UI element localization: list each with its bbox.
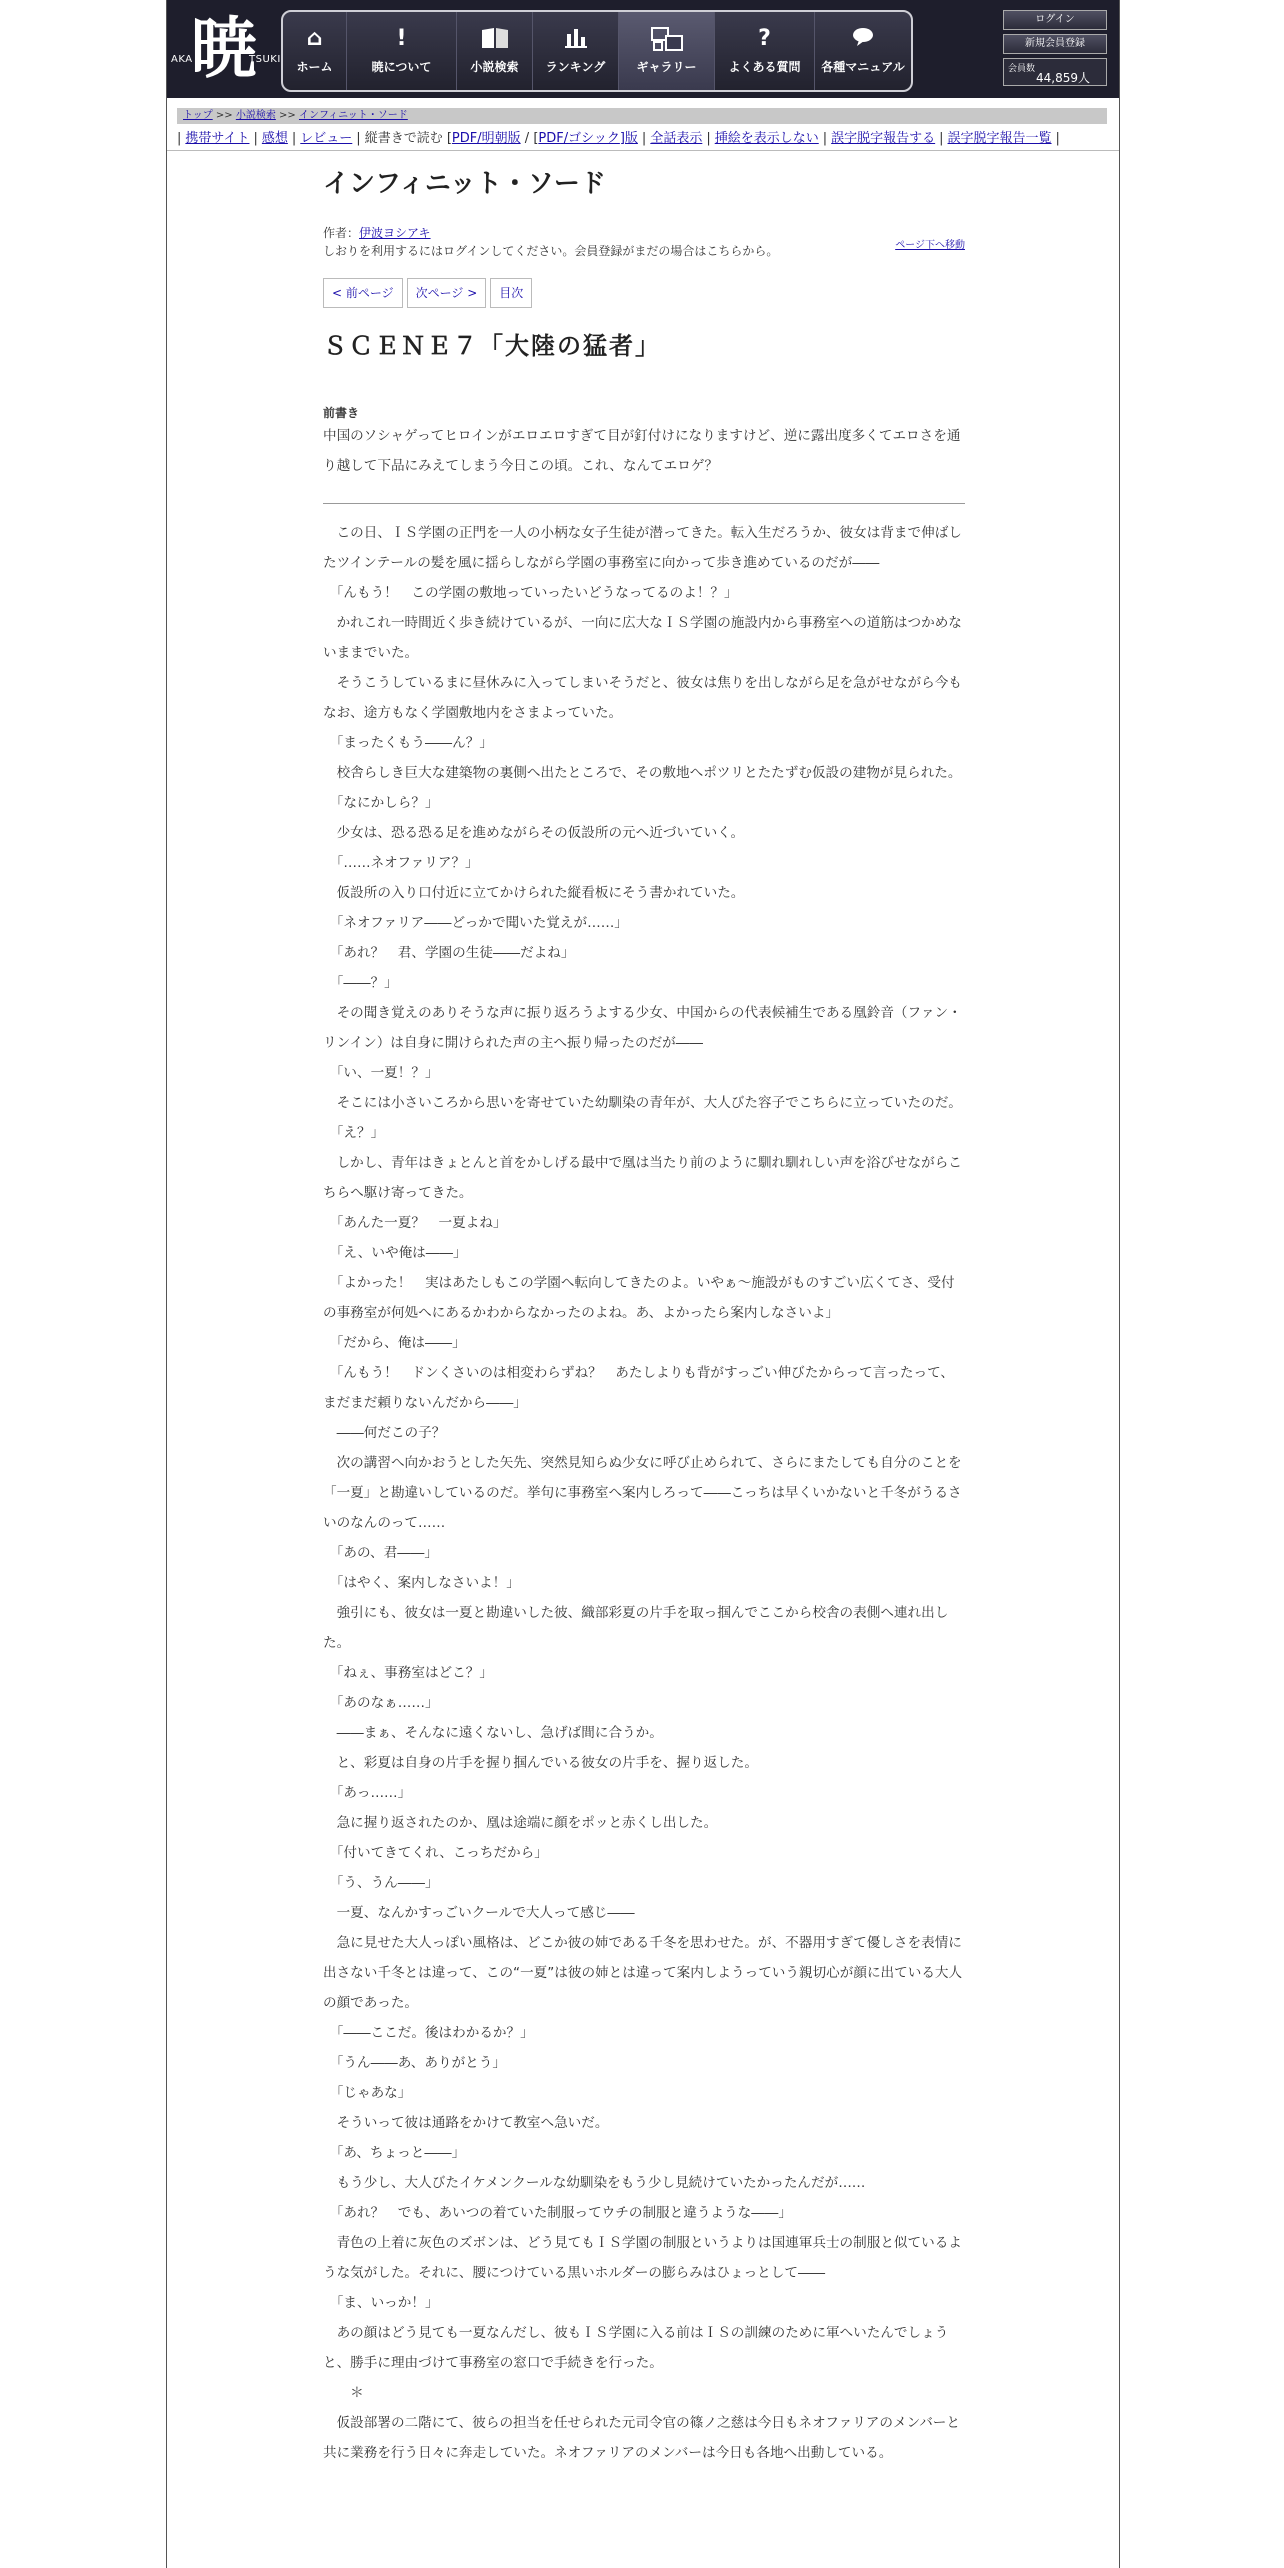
register-button[interactable]: 新規会員登録 bbox=[1003, 34, 1107, 54]
chapter-body bbox=[323, 518, 965, 2468]
breadcrumb-sep: >> bbox=[215, 110, 233, 121]
body-paragraph: 校舎らしき巨大な建築物の裏側へ出たところで、その敷地へポツリとたたずむ仮設の建物が見られた。 bbox=[323, 765, 962, 781]
nav-about-label: 暁について bbox=[371, 60, 432, 74]
nav-gallery[interactable] bbox=[619, 12, 715, 90]
body-paragraph: 「よかった！ 実はあたしもこの学園へ転向してきたのよ。いやぁ～施設がものすごい広くてさ、受付の事務室が何処へにあるかわからなかったのよね。あ、よかったら案内しなさいよ」 bbox=[323, 1275, 955, 1321]
foreword-divider bbox=[323, 503, 965, 504]
novel-title: インフィニット・ソード bbox=[323, 169, 606, 199]
impressions-link[interactable]: 感想 bbox=[261, 131, 288, 146]
member-count-label: 会員数 bbox=[1008, 64, 1036, 74]
body-paragraph: 「付いてきてくれ、こっちだから」 bbox=[323, 1845, 548, 1861]
menu-divider bbox=[167, 150, 1119, 151]
body-paragraph: そうこうしているまに昼休みに入ってしまいそうだと、彼女は焦りを出しながら足を急がせながら今もなお、途方もなく学園敷地内をさまよっていた。 bbox=[323, 675, 962, 721]
body-paragraph: 「じゃあな」 bbox=[323, 2085, 412, 2101]
exclamation-icon: ! bbox=[396, 26, 407, 51]
author-label: 作者： bbox=[323, 226, 360, 240]
nav-home-label: ホーム bbox=[296, 60, 333, 74]
book-icon bbox=[480, 26, 510, 54]
body-paragraph: 「あの、君――」 bbox=[323, 1545, 438, 1561]
body-paragraph: 「まったくもう――ん？」 bbox=[323, 735, 493, 751]
breadcrumb-sep: >> bbox=[279, 110, 296, 121]
nav-manual[interactable] bbox=[815, 12, 911, 90]
body-paragraph: 青色の上着に灰色のズボンは、どう見てもＩＳ学園の制服というよりは国連軍兵士の制服と似ているような気がした。それに、腰につけている黒いホルダーの膨らみはひょっとして―― bbox=[323, 2235, 962, 2281]
body-paragraph: ――まぁ、そんなに遠くないし、急げば間に合うか。 bbox=[323, 1725, 663, 1741]
nav-manual-label: 各種マニュアル bbox=[821, 60, 905, 74]
review-link[interactable]: レビュー bbox=[300, 131, 353, 146]
body-paragraph: 「ま、いっか！」 bbox=[323, 2295, 439, 2311]
nav-home[interactable] bbox=[283, 12, 347, 90]
body-paragraph: 「え、いや俺は――」 bbox=[323, 1245, 467, 1261]
main-nav bbox=[281, 10, 913, 92]
nav-faq-label: よくある質問 bbox=[728, 60, 801, 74]
nav-about[interactable] bbox=[347, 12, 457, 90]
mobile-site-link[interactable]: 携帯サイト bbox=[185, 131, 250, 146]
nav-gallery-label: ギャラリー bbox=[636, 60, 697, 74]
logo-text-left: AKA bbox=[171, 54, 193, 65]
body-paragraph: 「あのなぁ……」 bbox=[323, 1695, 439, 1711]
bar-chart-icon bbox=[564, 26, 588, 54]
body-paragraph: 「あんた一夏？ 一夏よね」 bbox=[323, 1215, 507, 1231]
body-paragraph: ＊ bbox=[323, 2385, 364, 2401]
body-paragraph: しかし、青年はきょとんと首をかしげる最中で凰は当たり前のように馴れ馴れしい声を浴びせながらこちらへ駆け寄ってきた。 bbox=[323, 1155, 962, 1201]
member-count-value: 44,859人 bbox=[1036, 71, 1090, 85]
body-paragraph: 「んもう！ ドンくさいのは相変わらずね？ あたしよりも背がすっごい伸びたからって言ったって、まだまだ頼りないんだから――」 bbox=[323, 1365, 955, 1411]
account-panel bbox=[1003, 10, 1109, 86]
body-paragraph: 「う、うん――」 bbox=[323, 1875, 439, 1891]
next-page-button[interactable]: 次ページ > bbox=[407, 278, 487, 308]
question-icon: ? bbox=[758, 26, 771, 51]
body-paragraph: その聞き覚えのありそうな声に振り返ろうよする少女、中国からの代表候補生である凰鈴音（ファン・リンイン）は自身に開けられた声の主へ振り帰ったのだが―― bbox=[323, 1005, 962, 1051]
typo-list-link[interactable]: 誤字脱字報告一覧 bbox=[947, 131, 1052, 146]
body-paragraph: 「……ネオファリア？」 bbox=[323, 855, 479, 871]
body-paragraph: あの顔はどう見ても一夏なんだし、彼もＩＳ学園に入る前はＩＳの訓練のために軍へいたんでしょうと、勝手に理由づけて事務室の窓口で手続きを行った。 bbox=[323, 2325, 949, 2371]
body-paragraph: この日、ＩＳ学園の正門を一人の小柄な女子生徒が潜ってきた。転入生だろうか、彼女は背まで伸ばしたツインテールの髪を風に揺らしながら学園の事務室に向かって歩き進めているのだが―― bbox=[323, 525, 962, 571]
body-paragraph: 次の講習へ向かおうとした矢先、突然見知らぬ少女に呼び止められて、さらにまたしても自分のことを「一夏」と勘違いしているのだ。挙句に事務室へ案内しろって――こっちは早くいかないと千冬がうるさいのなんのって…… bbox=[323, 1455, 962, 1531]
body-paragraph: 仮設部署の二階にて、彼らの担当を任せられた元司令官の篠ノ之慈は今日もネオファリアのメンバーと共に業務を行う日々に奔走していた。ネオファリアのメンバーは今日も各地へ出動している。 bbox=[323, 2415, 960, 2461]
body-paragraph: 急に見せた大人っぽい風格は、どこか彼の姉である千冬を思わせた。が、不器用すぎて優しさを表情に出さない千冬とは違って、この“一夏”は彼の姉とは違って案内しようっていう親切心が顔に出ている大人の顔であった。 bbox=[323, 1935, 963, 2011]
hide-illustrations-link[interactable]: 挿絵を表示しない bbox=[714, 131, 819, 146]
foreword-text: 中国のソシャゲってヒロインがエロエロすぎて目が釘付けになりますけど、逆に露出度多くてエロさを通り越して下品にみえてしまう今日この頃。これ、なんてエロゲ？ bbox=[323, 428, 961, 474]
body-paragraph: 「――ここだ。後はわかるか？」 bbox=[323, 2025, 534, 2041]
body-paragraph: 「ねぇ、事務室はどこ？」 bbox=[323, 1665, 493, 1681]
site-header bbox=[167, 0, 1119, 98]
toc-button[interactable]: 目次 bbox=[490, 278, 532, 308]
body-paragraph: 「んもう！ この学園の敷地っていったいどうなってるのよ！？」 bbox=[323, 585, 738, 601]
body-paragraph: 「――？」 bbox=[323, 975, 398, 991]
logo-text-right: TSUKI bbox=[249, 54, 281, 65]
body-paragraph: 「ネオファリア――どっかで聞いた覚えが……」 bbox=[323, 915, 628, 931]
body-paragraph: 急に握り返されたのか、凰は途端に顔をポッと赤くし出した。 bbox=[323, 1815, 718, 1831]
all-episodes-link[interactable]: 全話表示 bbox=[650, 131, 703, 146]
novel-content bbox=[323, 160, 965, 2468]
body-paragraph: そういって彼は通路をかけて教室へ急いだ。 bbox=[323, 2115, 609, 2131]
author-link[interactable]: 伊波ヨシアキ bbox=[359, 226, 431, 240]
gallery-icon bbox=[650, 26, 684, 54]
page-navigation bbox=[323, 278, 965, 308]
nav-ranking-label: ランキング bbox=[545, 60, 606, 74]
body-paragraph: 「あれ？ 君、学園の生徒――だよね」 bbox=[323, 945, 575, 961]
body-paragraph: と、彩夏は自身の片手を握り掴んでいる彼女の片手を、握り返した。 bbox=[323, 1755, 758, 1771]
body-paragraph: もう少し、大人びたイケメンクールな幼馴染をもう少し見続けていたかったんだが…… bbox=[323, 2175, 866, 2191]
member-count-box bbox=[1003, 58, 1107, 86]
breadcrumb-top[interactable]: トップ bbox=[183, 110, 213, 121]
login-button[interactable]: ログイン bbox=[1003, 10, 1107, 30]
jump-to-bottom-link[interactable]: ページ下へ移動 bbox=[895, 240, 965, 251]
breadcrumb-search[interactable]: 小説検索 bbox=[235, 110, 276, 121]
nav-ranking[interactable] bbox=[533, 12, 619, 90]
nav-novel-search[interactable] bbox=[457, 12, 533, 90]
body-paragraph: 仮設所の入り口付近に立てかけられた縦看板にそう書かれていた。 bbox=[323, 885, 745, 901]
breadcrumb-current[interactable]: インフィニット・ソード bbox=[298, 110, 408, 121]
body-paragraph: 「はやく、案内しなさいよ！」 bbox=[323, 1575, 520, 1591]
body-paragraph: かれこれ一時間近く歩き続けているが、一向に広大なＩＳ学園の施設内から事務室への道筋はつかめないままでいた。 bbox=[323, 615, 962, 661]
site-logo[interactable] bbox=[169, 8, 281, 92]
prev-page-button[interactable]: < 前ページ bbox=[323, 278, 403, 308]
pdf-gothic-link[interactable]: PDF/ゴシック bbox=[538, 131, 620, 146]
body-paragraph: 「あれ？ でも、あいつの着ていた制服ってウチの制服と違うような――」 bbox=[323, 2205, 792, 2221]
body-paragraph: 「だから、俺は――」 bbox=[323, 1335, 466, 1351]
body-paragraph: 「え？」 bbox=[323, 1125, 385, 1141]
body-paragraph: 強引にも、彼女は一夏と勘違いした彼、織部彩夏の片手を取っ掴んでここから校舎の表側へ連れ出した。 bbox=[323, 1605, 949, 1651]
nav-faq[interactable] bbox=[715, 12, 815, 90]
body-paragraph: 「あっ……」 bbox=[323, 1785, 412, 1801]
chapter-title: ＳＣＥＮＥ７「大陸の猛者」 bbox=[323, 332, 661, 360]
body-paragraph: 「うん――あ、ありがとう」 bbox=[323, 2055, 506, 2071]
novel-menu-bar: | 携帯サイト | 感想 | レビュー | 縦書きで読む [PDF/明朝版 / [PDF/ゴシック]版 | 全話表示 | 挿絵を表示しない | 誤字脱字報告する | 誤字脱字報告一覧 | bbox=[177, 131, 1060, 146]
body-paragraph: 「い、一夏！？」 bbox=[323, 1065, 439, 1081]
logo-kanji: 暁 bbox=[191, 9, 257, 87]
body-paragraph: 「あ、ちょっと――」 bbox=[323, 2145, 466, 2161]
vertical-read-text: 縦書きで読む bbox=[364, 131, 443, 146]
breadcrumb bbox=[177, 108, 1107, 124]
author-line bbox=[323, 224, 965, 242]
foreword-label: 前書き bbox=[323, 406, 360, 420]
bookmark-login-note: しおりを利用するにはログインしてください。会員登録がまだの場合はこちらから。 bbox=[323, 244, 779, 258]
body-paragraph: 少女は、恐る恐る足を進めながらその仮設所の元へ近づいていく。 bbox=[323, 825, 745, 841]
body-paragraph: そこには小さいころから思いを寄せていた幼馴染の青年が、大人びた容子でこちらに立っていたのだ。 bbox=[323, 1095, 962, 1111]
report-typo-link[interactable]: 誤字脱字報告する bbox=[831, 131, 936, 146]
body-paragraph: 一夏、なんかすっごいクールで大人って感じ―― bbox=[323, 1905, 635, 1921]
speech-bubble-icon bbox=[851, 26, 875, 54]
nav-novel-search-label: 小説検索 bbox=[470, 60, 519, 74]
body-paragraph: ――何だこの子？ bbox=[323, 1425, 446, 1441]
pdf-mincho-link[interactable]: PDF/明朝版 bbox=[451, 131, 521, 146]
body-paragraph: 「なにかしら？」 bbox=[323, 795, 439, 811]
page-frame bbox=[166, 0, 1120, 2568]
home-icon: ⌂ bbox=[306, 26, 323, 51]
